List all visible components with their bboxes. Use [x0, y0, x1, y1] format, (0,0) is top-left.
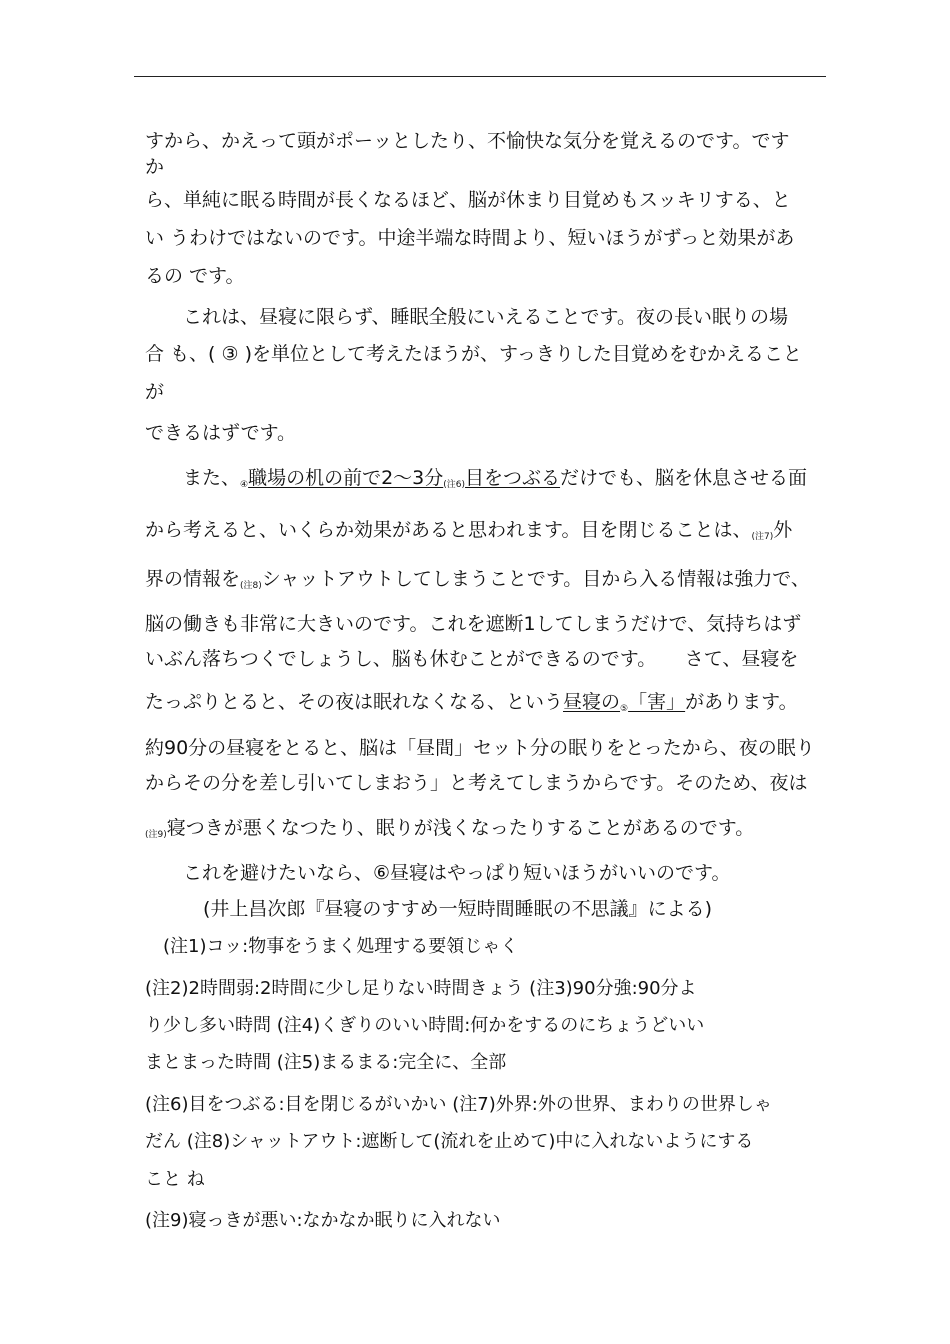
text-line: たっぷりとると、その夜は眠れなくなる、という昼寝の⑤「害」があります。	[145, 691, 798, 714]
footnote: (注9)寝っきが悪い:なかなか眠りに入れない	[145, 1210, 501, 1231]
footnote: (注1)コッ:物事をうまく処理する要領じゃく	[163, 936, 519, 957]
text-line: できるはずです。	[145, 422, 297, 444]
citation: (井上昌次郎『昼寝のすすめ一短時間睡眠の不思議』による)	[203, 898, 713, 920]
text-line: (注9)寝つきが悪くなつたり、眠りが浅くなったりすることがあるのです。	[145, 817, 755, 840]
paragraph-start: また、④職場の机の前で2～3分(注6)目をつぶるだけでも、脳を休息させる面	[183, 467, 808, 490]
text-line: いぶん落ちつくでしょうし、脳も休むことができるのです。 さて、昼寝を	[145, 648, 799, 670]
text-line: 約90分の昼寝をとると、脳は「昼間」セット分の眠りをとったから、夜の眠り	[145, 737, 815, 759]
text-line: が	[145, 381, 165, 403]
note-ref-6: (注6)	[443, 480, 466, 490]
footnote: だん (注8)シャットアウト:遮断して(流れを止めて)中に入れないようにする	[145, 1131, 754, 1152]
header-rule	[134, 76, 826, 77]
paragraph-start: これは、昼寝に限らず、睡眠全般にいえることです。夜の長い眠りの場	[183, 306, 788, 328]
text-line: るの です。	[145, 265, 245, 287]
footnote: まとまった時間 (注5)まるまる:完全に、全部	[145, 1052, 507, 1073]
underlined-phrase-4b: 目をつぶる	[465, 467, 561, 489]
text-line: 界の情報を(注8)シャットアウトしてしまうことです。目から入る情報は強力で、	[145, 568, 810, 591]
marker-4: ④	[240, 480, 249, 490]
underlined-phrase-5: 昼寝の	[563, 691, 621, 713]
footnote: (注6)目をつぶる:目を閉じるがいかい (注7)外界:外の世界、まわりの世界しゃ	[145, 1094, 772, 1115]
marker-5: ⑤	[620, 704, 629, 714]
footnote: こと ね	[145, 1169, 205, 1190]
text-line: い うわけではないのです。中途半端な時間より、短いほうがずっと効果があ	[145, 227, 795, 249]
text-line: すから、かえって頭がポーッとしたり、不愉快な気分を覚えるのです。です	[145, 130, 790, 152]
note-ref-9: (注9)	[145, 830, 167, 840]
text-line: 脳の働きも非常に大きいのです。これを遮断1してしまうだけで、気持ちはず	[145, 613, 802, 635]
text-line: からその分を差し引いてしまおう」と考えてしまうからです。そのため、夜は	[145, 772, 808, 794]
footnote: (注2)2時間弱:2時間に少し足りない時間きょう (注3)90分強:90分よ	[145, 978, 697, 999]
note-ref-7: (注7)	[751, 532, 774, 542]
text-line: 合 も、( ③ )を単位として考えたほうが、すっきりした目覚めをむかえること	[145, 343, 802, 365]
text-line: か	[145, 156, 165, 178]
note-ref-8: (注8)	[240, 581, 262, 591]
text-line: ら、単純に眠る時間が長くなるほど、脳が休まり目覚めもスッキリする、と	[145, 189, 791, 211]
text-line: から考えると、いくらか効果があると思われます。目を閉じることは、(注7)外	[145, 519, 793, 542]
paragraph-start: これを避けたいなら、⑥昼寝はやっぱり短いほうがいいのです。	[183, 862, 731, 884]
footnote: り少し多い時問 (注4)くぎりのいい時間:何かをするのにちょうどいい	[145, 1015, 705, 1036]
underlined-phrase-4: 職場の机の前で2～3分	[248, 467, 444, 489]
underlined-phrase-5b: 「害」	[628, 691, 686, 713]
